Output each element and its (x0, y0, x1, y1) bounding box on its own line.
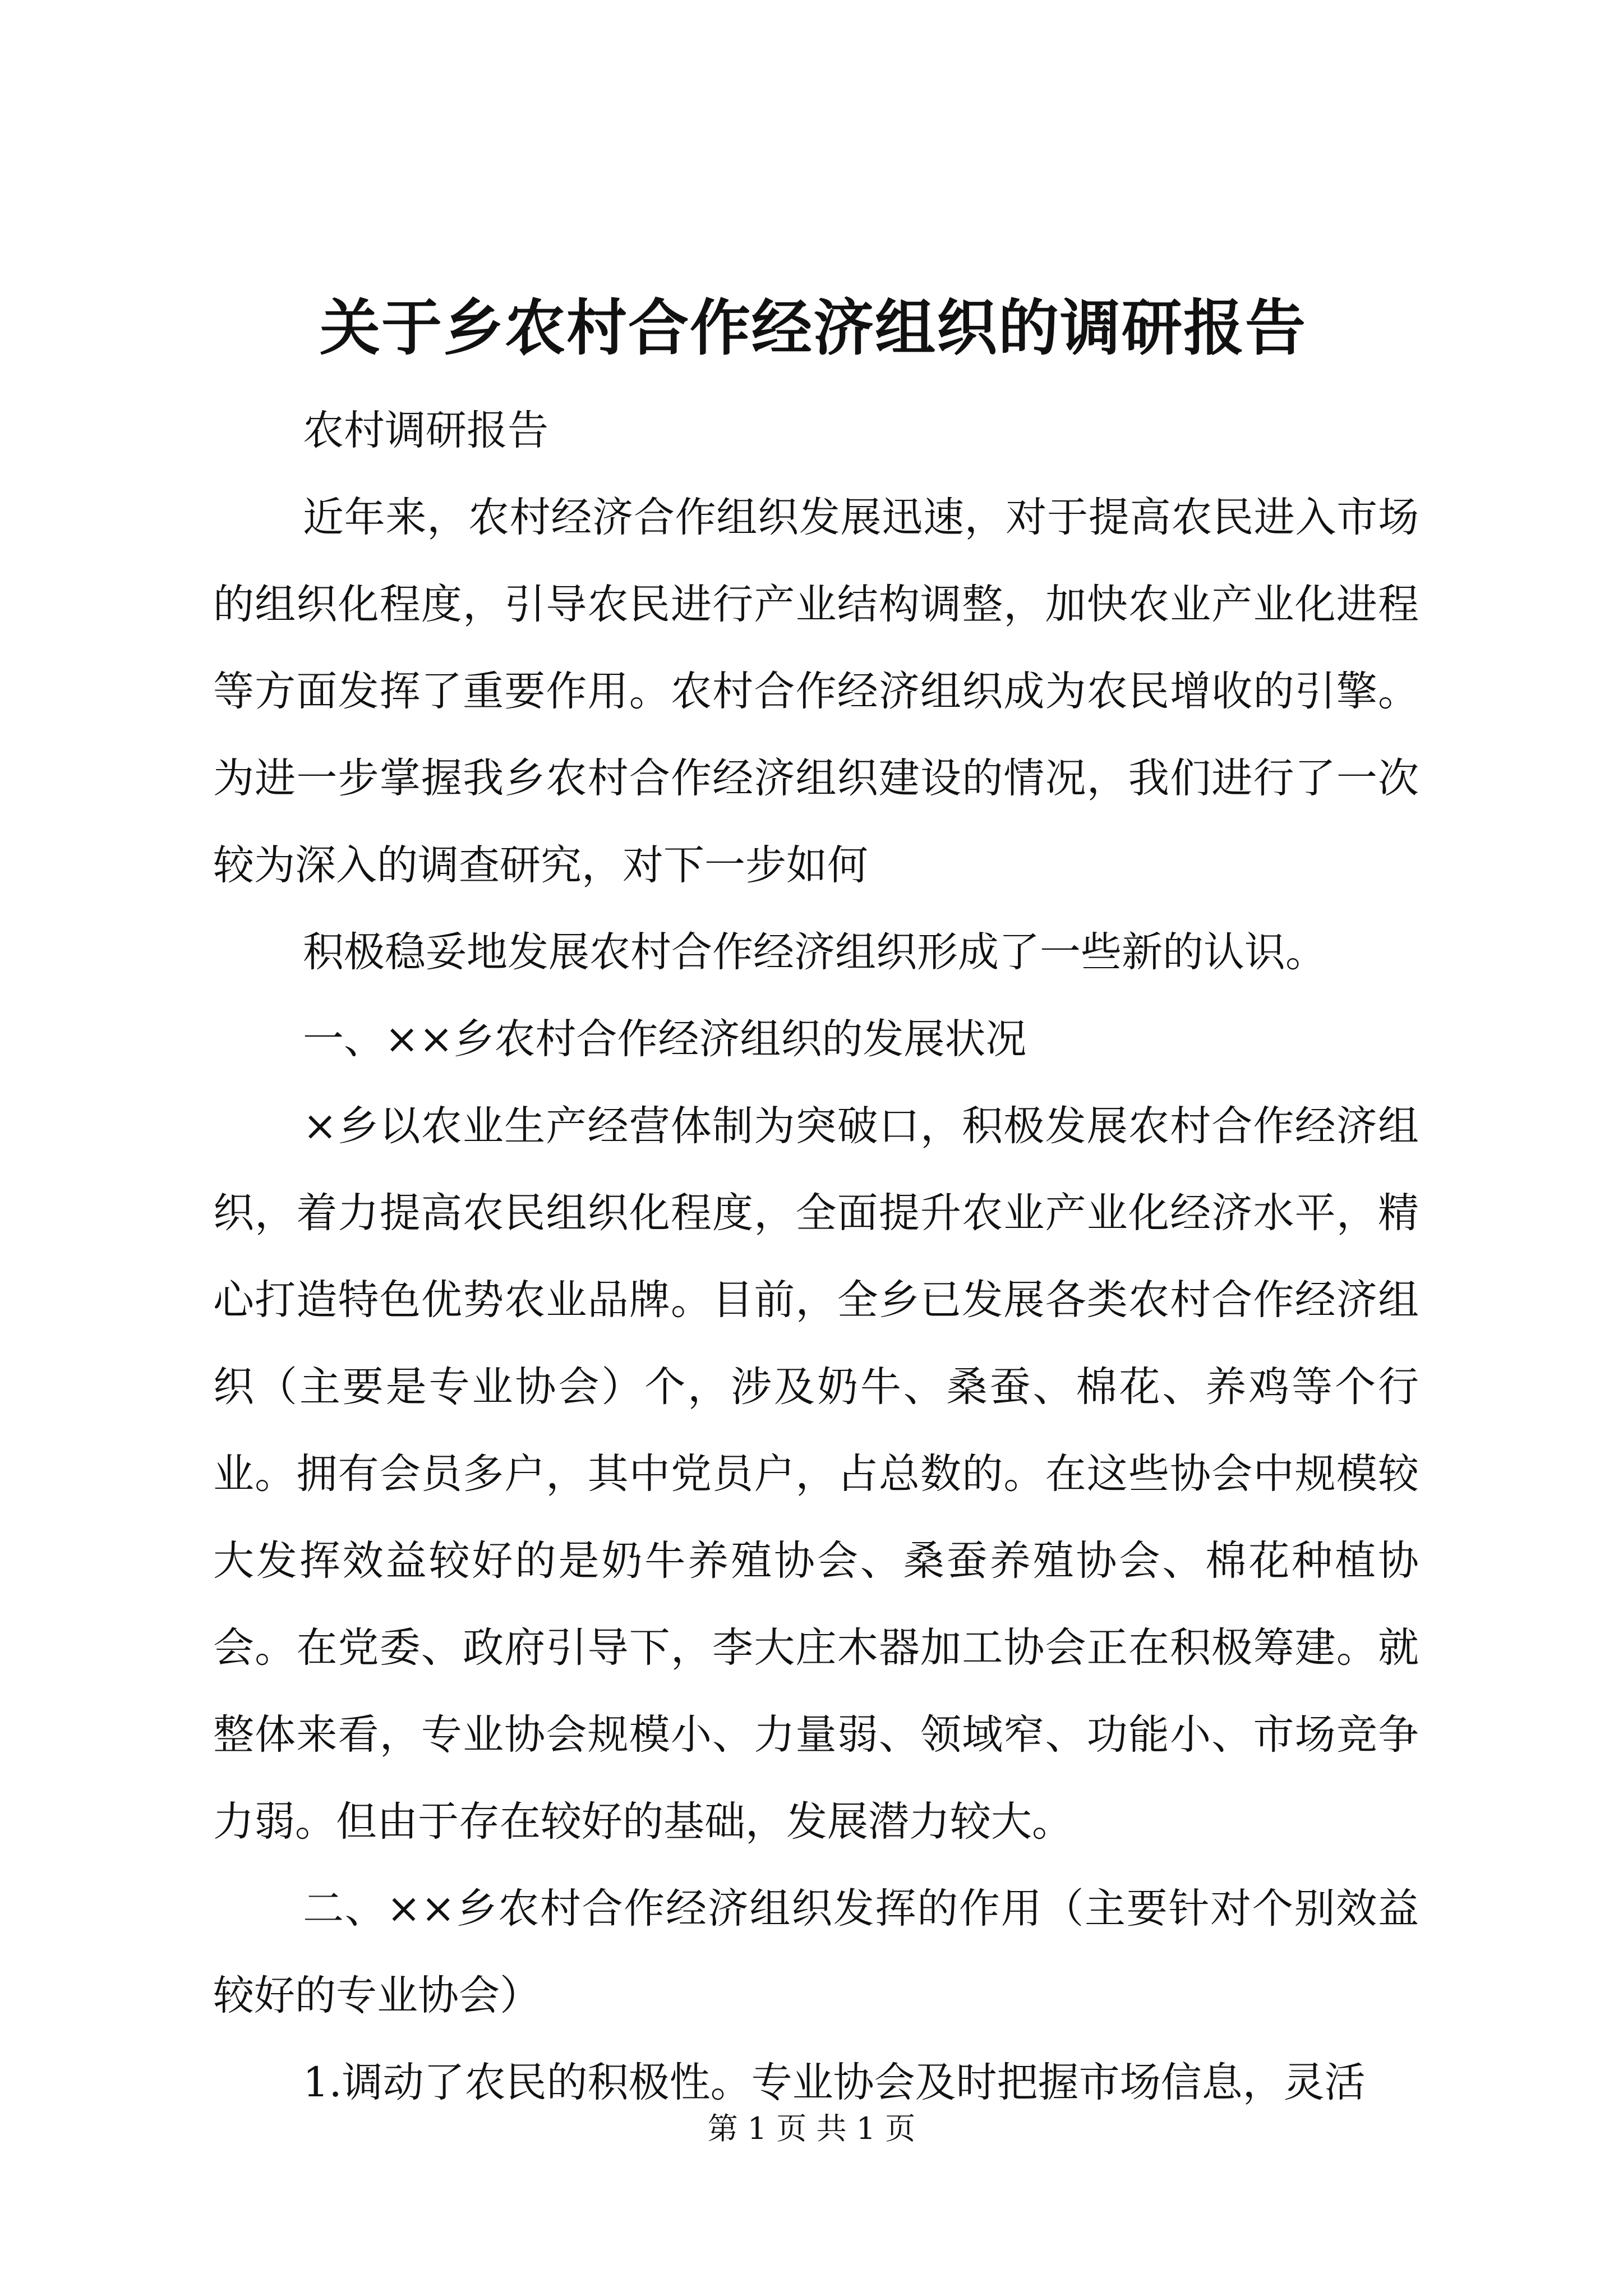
paragraph-intro-continued: 积极稳妥地发展农村合作经济组织形成了一些新的认识。 (303, 928, 1326, 976)
document-title: 关于乡农村合作经济组织的调研报告 (319, 293, 1307, 364)
paragraph-item-1: 1.调动了农民的积极性。专业协会及时把握市场信息，灵活 (303, 2059, 1366, 2106)
paragraph-intro: 近年来，农村经济合作组织发展迅速，对于提高农民进入市场的组织化程度，引导农民进行产业结构调整，加快农业产业化进程等方面发挥了重要作用。农村合作经济组织成为农民增收的引擎。为进一步掌握我乡农村合作经济组织建设的情况，我们进行了一次较为深入的调查研究，对下一步如何 (213, 494, 1419, 889)
page-number: 第 1 页 共 1 页 (707, 2111, 916, 2146)
document-subtitle: 农村调研报告 (303, 407, 548, 454)
document-body (213, 387, 1419, 2126)
section-heading-1: 一、××乡农村合作经济组织的发展状况 (303, 1015, 1027, 1063)
section-heading-2: 二、××乡农村合作经济组织发挥的作用（主要针对个别效益较好的专业协会） (213, 1885, 1419, 2019)
paragraph-section-1: ×乡以农业生产经营体制为突破口，积极发展农村合作经济组织，着力提高农民组织化程度，全面提升农业产业化经济水平，精心打造特色优势农业品牌。目前，全乡已发展各类农村合作经济组织（主要是专业协会）个，涉及奶牛、桑蚕、棉花、养鸡等个行业。拥有会员多户，其中党员户，占总数的。在这些协会中规模较大发挥效益较好的是奶牛养殖协会、桑蚕养殖协会、棉花种植协会。在党委、政府引导下，李大庄木器加工协会正在积极筹建。就整体来看，专业协会规模小、力量弱、领域窄、功能小、市场竞争力弱。但由于存在较好的基础，发展潜力较大。 (213, 1102, 1419, 1846)
